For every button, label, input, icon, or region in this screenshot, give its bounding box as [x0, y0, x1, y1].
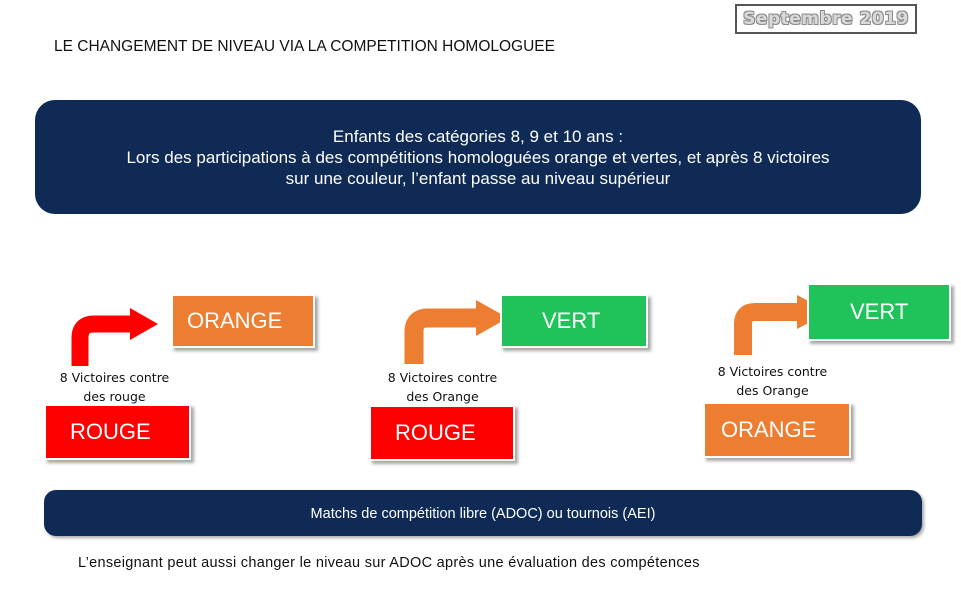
level-box-vert — [500, 294, 648, 348]
info-line-1: Enfants des catégories 8, 9 et 10 ans : — [332, 126, 624, 146]
condition-line-1: 8 Victoires contre — [387, 370, 498, 385]
level-box-orange — [171, 294, 315, 348]
info-line-2: Lors des participations à des compétitions homologuées orange et vertes, et après 8 victoires — [126, 147, 830, 167]
info-box — [35, 100, 921, 214]
level-label: ORANGE — [187, 308, 283, 333]
condition-line-2: des Orange — [736, 383, 809, 398]
level-box-vert — [807, 283, 951, 341]
arrow-up-right-icon — [404, 296, 514, 366]
date-badge: Septembre 2019 — [735, 4, 917, 34]
info-line-3: sur une couleur, l’enfant passe au niveau supérieur — [285, 168, 671, 188]
page-title: LE CHANGEMENT DE NIVEAU VIA LA COMPETITION HOMOLOGUEE — [54, 38, 555, 55]
level-label: VERT — [850, 299, 909, 324]
arrow-up-right-icon — [72, 308, 162, 368]
level-box-orange — [703, 402, 851, 458]
level-box-rouge — [369, 405, 515, 461]
condition-text — [370, 368, 515, 406]
condition-line-1: 8 Victoires contre — [717, 364, 828, 379]
level-label: VERT — [542, 308, 601, 333]
condition-line-1: 8 Victoires contre — [59, 370, 170, 385]
competition-bar: Matchs de compétition libre (ADOC) ou tournois (AEI) — [44, 490, 922, 536]
condition-text — [700, 362, 845, 400]
level-label: ORANGE — [721, 417, 817, 442]
level-label: ROUGE — [70, 419, 151, 444]
condition-text — [42, 368, 187, 406]
condition-line-2: des rouge — [83, 389, 146, 404]
footer-note: L’enseignant peut aussi changer le niveau sur ADOC après une évaluation des compétences — [78, 555, 700, 571]
level-label: ROUGE — [395, 420, 476, 445]
condition-line-2: des Orange — [406, 389, 479, 404]
level-box-rouge — [44, 404, 191, 460]
